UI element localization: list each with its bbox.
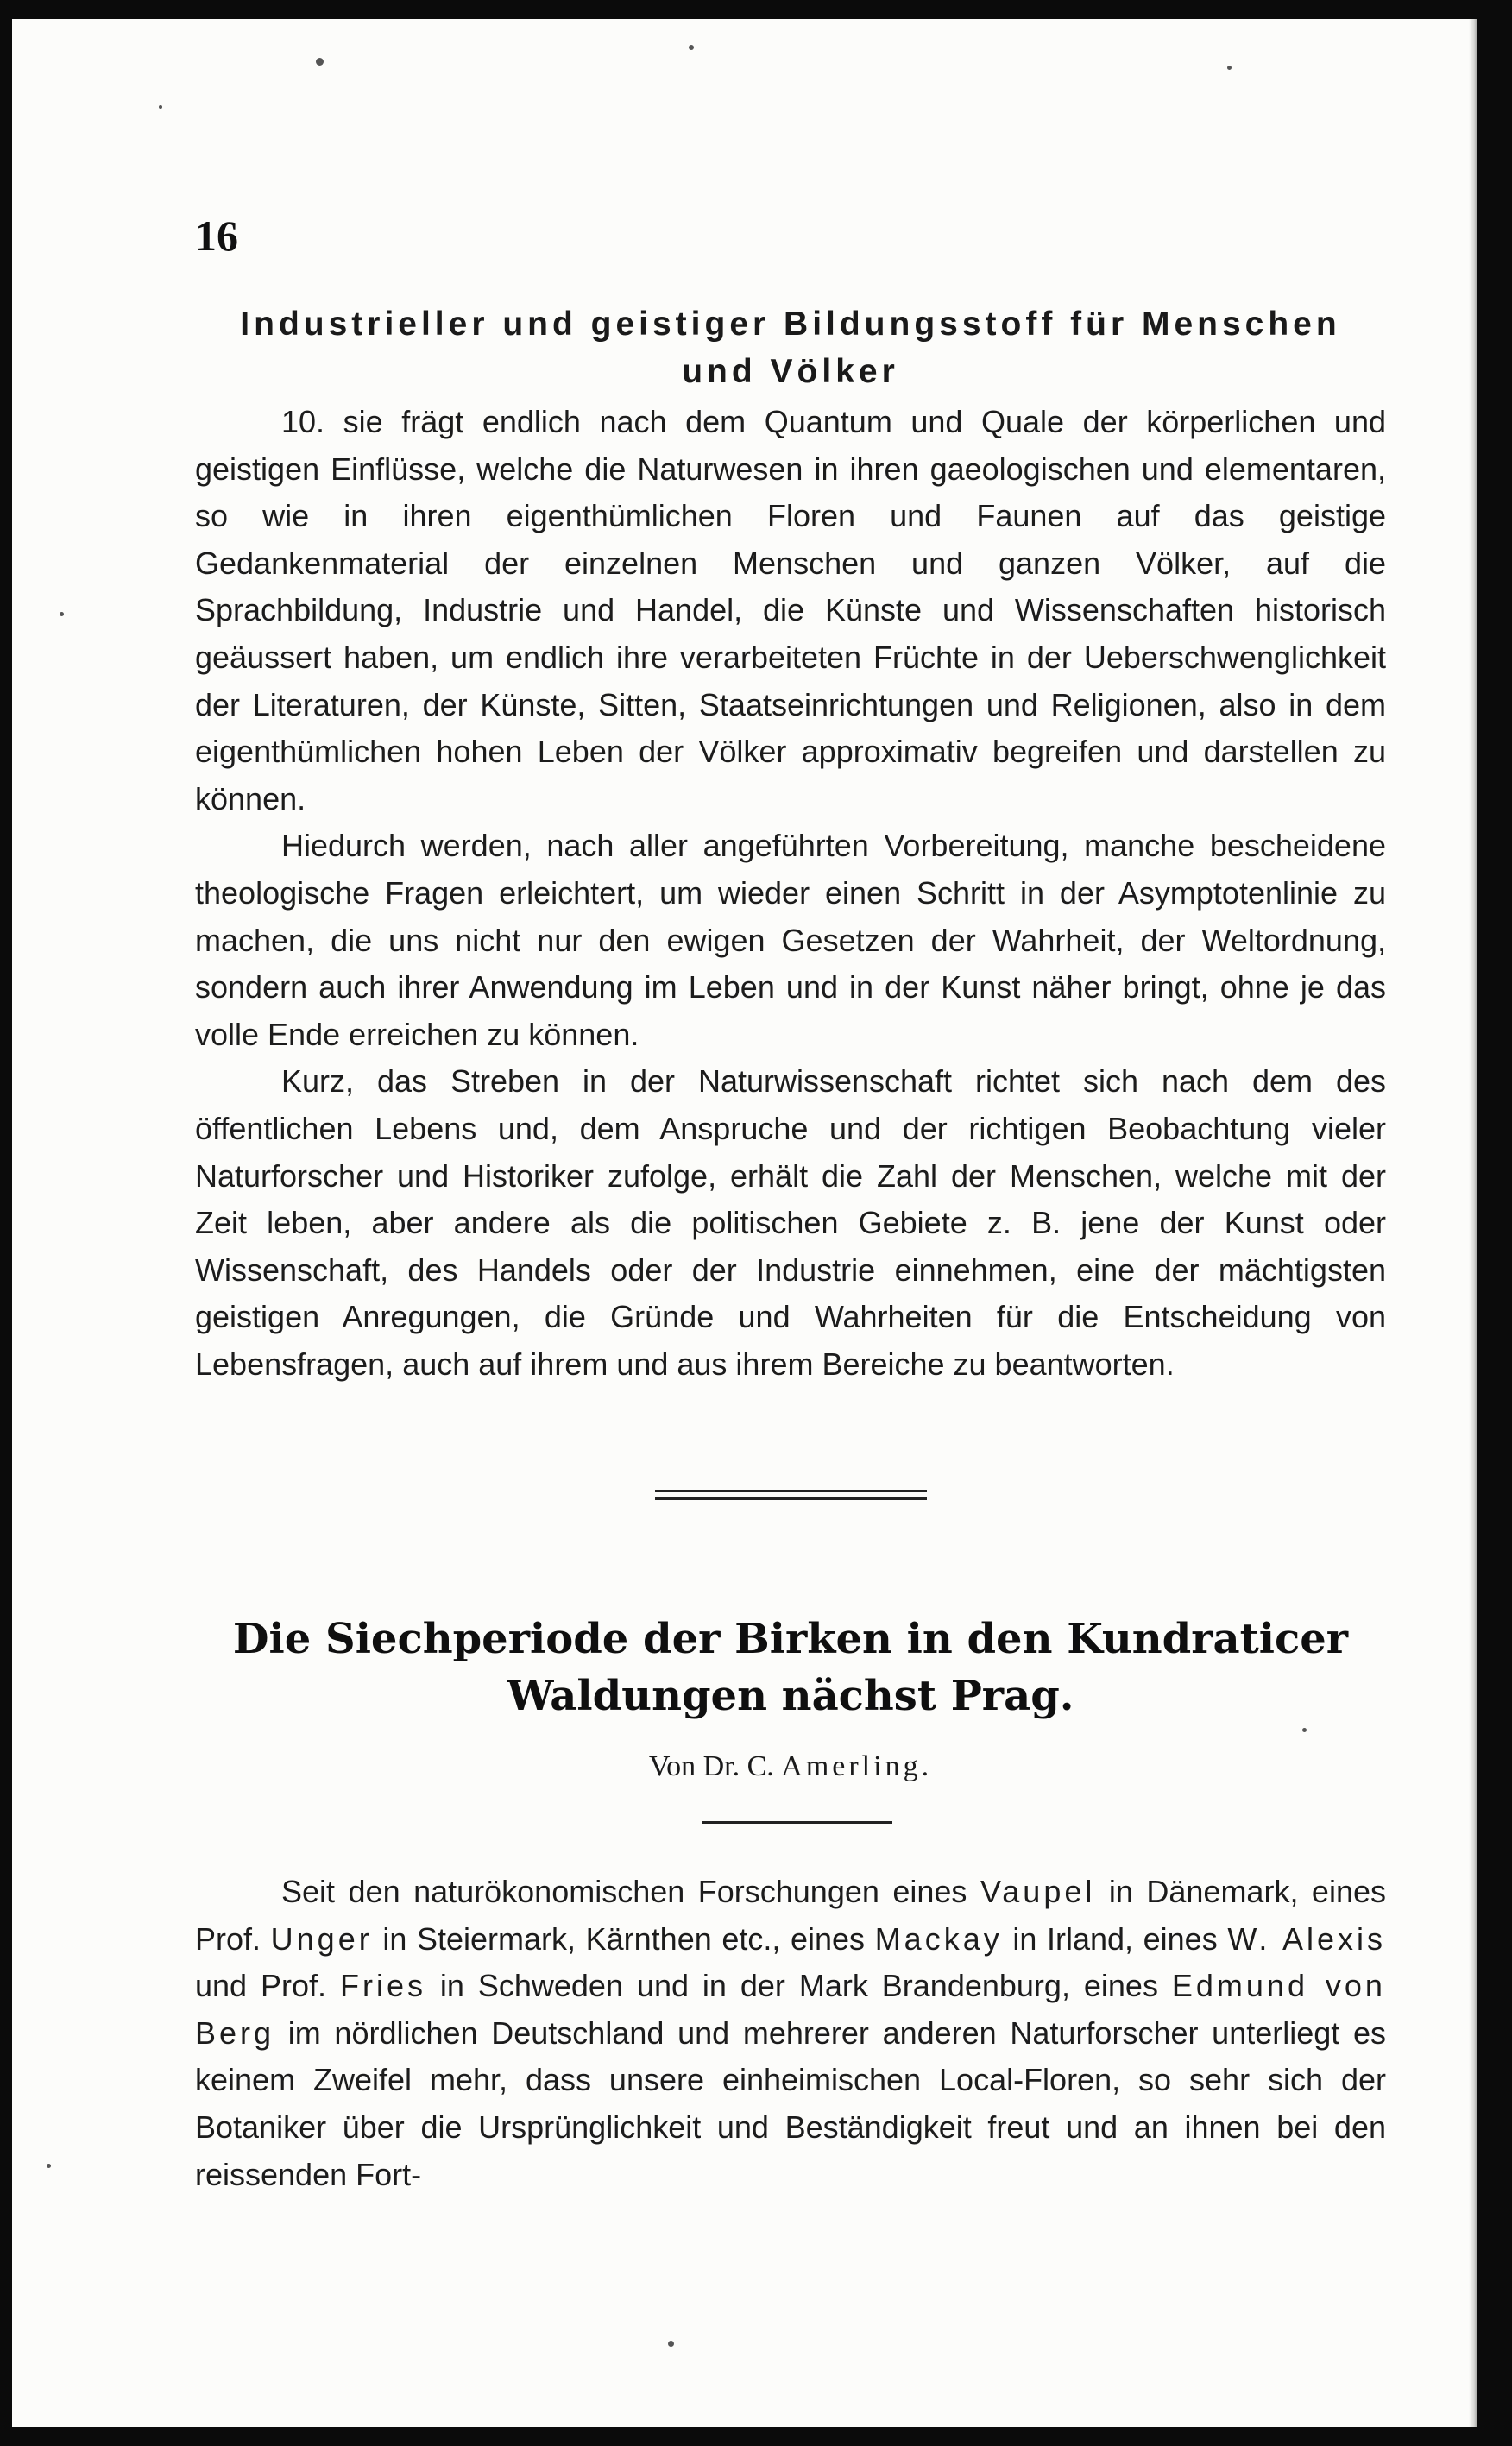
article-title-line-2: Waldungen nächst Prag. bbox=[507, 1672, 1074, 1720]
page-edge-shadow bbox=[1469, 19, 1477, 2427]
article-text-segment: in Steiermark, Kärnthen etc., eines bbox=[382, 1920, 866, 1957]
running-head bbox=[195, 300, 1386, 395]
scan-speck bbox=[47, 2164, 51, 2168]
article-title bbox=[195, 1611, 1386, 1724]
section-divider-double-rule bbox=[655, 1490, 927, 1500]
author-name-berg: Edmund von Berg bbox=[195, 1968, 1386, 2051]
scan-speck bbox=[1227, 66, 1232, 70]
author-name-unger: Unger bbox=[270, 1920, 373, 1957]
author-name-vaupel: Vaupel bbox=[980, 1874, 1096, 1909]
paragraph-point-10: 10. sie frägt endlich nach dem Quantum und Quale der körperlichen und geistigen Einflüsse, welche die Naturwesen in ihren gaeologischen und elementaren, so wie in ihren eigenthümlichen Floren und Faunen auf das geistige Gedankenmaterial der einzelnen Menschen und ganzen Völker, auf die Sprachbildung, Industrie und Handel, die Künste und Wissenschaften historisch geäussert haben, um endlich ihre verarbeiteten Früchte in der Ueberschwenglichkeit der Literaturen, der Künste, Sitten, Staatseinrichtungen und Religionen, also in dem eigenthümlichen hohen Leben der Völker approximativ begreifen und darstellen zu können. bbox=[195, 404, 1386, 816]
byline-author: Amerling. bbox=[781, 1750, 933, 1782]
article-body bbox=[195, 1869, 1386, 2198]
page-number: 16 bbox=[195, 211, 238, 260]
book-page bbox=[12, 19, 1477, 2427]
paragraph-hiedurch: Hiedurch werden, nach aller angeführten Vorbereitung, manche bescheidene theologische Fragen erleichtert, um wieder einen Schritt in der Asymptotenlinie zu machen, die uns nicht nur den ewigen Gesetzen der Wahrheit, der Weltordnung, sondern auch ihrer Anwendung im Leben und in der Kunst näher bringt, ohne je das volle Ende erreichen zu können. bbox=[195, 828, 1386, 1052]
scan-speck bbox=[689, 45, 694, 50]
scan-speck bbox=[60, 612, 64, 616]
article-paragraph-1 bbox=[195, 1869, 1386, 2198]
article-title-line-1: Die Siechperiode der Birken in den Kundraticer bbox=[232, 1615, 1349, 1663]
section-body bbox=[195, 399, 1386, 1388]
author-name-fries: Fries bbox=[339, 1968, 426, 2004]
article-text-segment: im nördlichen Deutschland und mehrerer anderen Naturforscher unterliegt es keinem Zweifel mehr, dass unsere einheimischen Local-Floren, so sehr sich der Botaniker über die Ursprünglichkeit und Beständigkeit freut und an ihnen bei den reissenden Fort- bbox=[195, 2014, 1386, 2192]
byline-prefix: Von Dr. C. bbox=[648, 1750, 774, 1782]
article-byline bbox=[195, 1745, 1386, 1788]
article-text-segment: Seit den naturökonomischen Forschungen eines bbox=[281, 1874, 967, 1909]
scan-speck bbox=[668, 2341, 674, 2347]
scan-speck bbox=[316, 58, 324, 66]
scan-speck bbox=[1302, 1728, 1307, 1732]
article-text-segment: und Prof. bbox=[195, 1968, 327, 2004]
paragraph-kurz: Kurz, das Streben in der Naturwissenschaft richtet sich nach dem des öffentlichen Lebens und, dem Anspruche und der richtigen Beobachtung vieler Naturforscher und Historiker zufolge, erhält die Zahl der Menschen, welche mit der Zeit leben, aber andere als die politischen Gebiete z. B. jene der Kunst oder Wissenschaft, des Handels oder der Industrie einnehmen, eine der mächtigsten geistigen Anregungen, die Gründe und Wahrheiten für die Entscheidung von Lebensfragen, auch auf ihrem und aus ihrem Bereiche zu beantworten. bbox=[195, 1063, 1386, 1382]
author-name-mackay: Mackay bbox=[874, 1920, 1003, 1957]
running-head-line-1: Industrieller und geistiger Bildungsstoff für Menschen bbox=[240, 306, 1341, 343]
article-text-segment: in Schweden und in der Mark Brandenburg, eines bbox=[439, 1968, 1158, 2004]
article-text-segment: in Dänemark, eines Prof. bbox=[195, 1874, 1386, 1957]
scan-speck bbox=[159, 105, 162, 109]
author-name-alexis: W. Alexis bbox=[1227, 1920, 1386, 1957]
byline-divider-rule bbox=[702, 1821, 892, 1824]
article-text-segment: in Irland, eines bbox=[1012, 1920, 1218, 1957]
running-head-line-2: und Völker bbox=[682, 353, 899, 390]
